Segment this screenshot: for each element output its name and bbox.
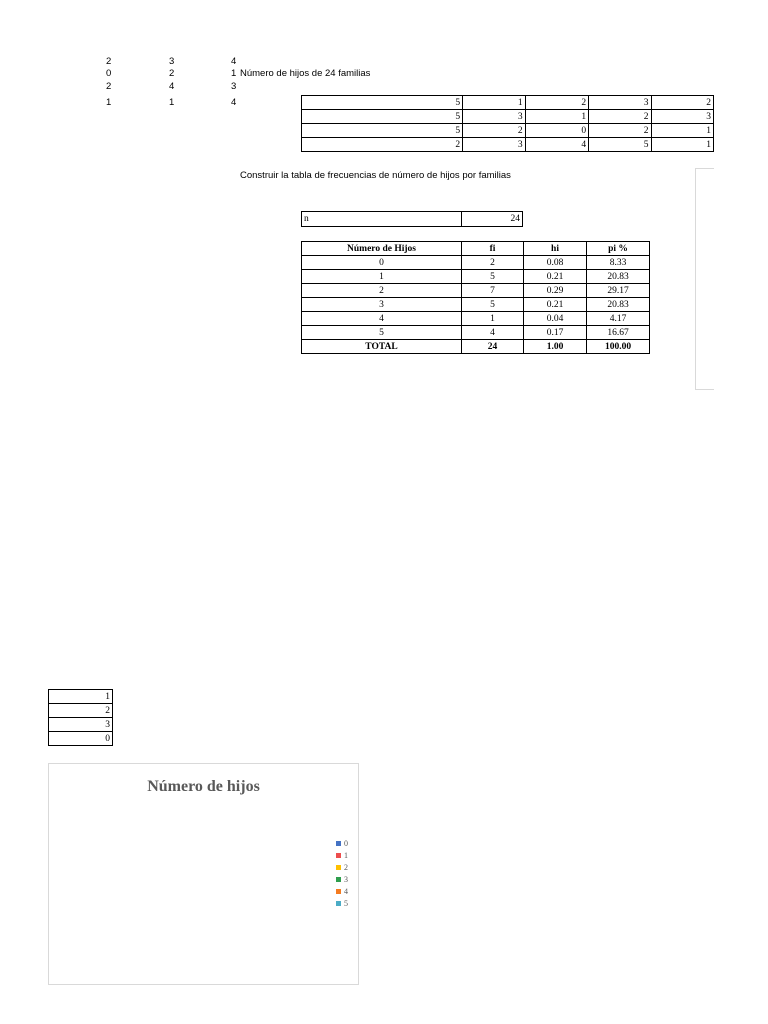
instruction-text: Construir la tabla de frecuencias de número de hijos por familias — [240, 170, 511, 181]
table-cell: 1 — [302, 270, 462, 284]
legend-label: 4 — [344, 886, 348, 896]
loose-cell: 3 — [231, 81, 237, 92]
legend-swatch — [336, 877, 341, 882]
table-row — [302, 326, 650, 340]
pie-chart[interactable] — [48, 763, 359, 985]
loose-cell: 2 — [106, 56, 112, 67]
table-row — [302, 298, 650, 312]
grid-cell: 1 — [651, 138, 713, 152]
grid-cell: 1 — [525, 110, 588, 124]
legend-item — [336, 885, 348, 897]
table-cell: 20.83 — [587, 298, 650, 312]
table-cell: 2 — [49, 704, 113, 718]
total-label: TOTAL — [302, 340, 462, 354]
table-cell: 0.29 — [524, 284, 587, 298]
grid-cell: 2 — [525, 96, 588, 110]
grid-cell: 5 — [589, 138, 651, 152]
grid-cell: 2 — [589, 124, 651, 138]
table-row — [49, 704, 113, 718]
table-row — [302, 270, 650, 284]
table-row — [302, 138, 714, 152]
loose-cell: 1 — [106, 97, 112, 108]
table-cell: 2 — [462, 256, 524, 270]
legend-label: 1 — [344, 850, 348, 860]
legend-item — [336, 873, 348, 885]
grid-cell: 1 — [463, 96, 525, 110]
grid-cell: 1 — [651, 124, 713, 138]
small-table — [48, 689, 113, 746]
legend-label: 2 — [344, 862, 348, 872]
table-row — [49, 690, 113, 704]
table-row — [302, 312, 650, 326]
table-row — [302, 110, 714, 124]
table-cell: 0.08 — [524, 256, 587, 270]
table-cell: 4 — [302, 312, 462, 326]
legend-swatch — [336, 889, 341, 894]
data-title: Número de hijos de 24 familias — [240, 68, 371, 79]
legend-swatch — [336, 865, 341, 870]
legend-swatch — [336, 901, 341, 906]
table-cell: 0.21 — [524, 270, 587, 284]
grid-cell: 3 — [463, 110, 525, 124]
table-cell: 0 — [49, 732, 113, 746]
table-cell: 5 — [462, 270, 524, 284]
table-cell: 0.17 — [524, 326, 587, 340]
table-cell: 0.04 — [524, 312, 587, 326]
table-row — [302, 124, 714, 138]
frequency-table — [301, 241, 650, 354]
data-grid — [301, 95, 714, 152]
grid-cell: 0 — [525, 124, 588, 138]
table-cell: 5 — [462, 298, 524, 312]
loose-row — [0, 81, 300, 93]
legend-item — [336, 897, 348, 909]
header-num-hijos: Número de Hijos — [302, 242, 462, 256]
table-cell: 2 — [302, 284, 462, 298]
table-header-row — [302, 242, 650, 256]
loose-cell: 2 — [169, 68, 175, 79]
total-cell: 24 — [462, 340, 524, 354]
table-cell: 5 — [302, 326, 462, 340]
table-cell: 29.17 — [587, 284, 650, 298]
grid-cell: 2 — [589, 110, 651, 124]
grid-cell: 5 — [302, 96, 463, 110]
table-cell: 4.17 — [587, 312, 650, 326]
n-table — [301, 211, 523, 227]
legend-label: 5 — [344, 898, 348, 908]
table-cell: 8.33 — [587, 256, 650, 270]
table-cell: 3 — [49, 718, 113, 732]
legend-item — [336, 861, 348, 873]
table-cell: 0 — [302, 256, 462, 270]
table-row — [49, 718, 113, 732]
chart-title: Número de hijos — [147, 778, 260, 795]
header-pi: pi % — [587, 242, 650, 256]
total-cell: 100.00 — [587, 340, 650, 354]
grid-cell: 4 — [525, 138, 588, 152]
n-value: 24 — [462, 212, 523, 227]
grid-cell: 5 — [302, 124, 463, 138]
legend-swatch — [336, 853, 341, 858]
loose-row — [0, 97, 300, 109]
chart-frame-edge — [695, 168, 714, 390]
loose-cell: 1 — [169, 97, 175, 108]
loose-cell: 2 — [106, 81, 112, 92]
table-row — [302, 284, 650, 298]
grid-cell: 3 — [589, 96, 651, 110]
legend-item — [336, 849, 348, 861]
loose-cell: 4 — [231, 56, 237, 67]
legend-swatch — [336, 841, 341, 846]
table-cell: 1 — [462, 312, 524, 326]
loose-cell: 0 — [106, 68, 112, 79]
table-cell: 3 — [302, 298, 462, 312]
table-cell: 16.67 — [587, 326, 650, 340]
legend-item — [336, 837, 348, 849]
loose-cell: 3 — [169, 56, 175, 67]
grid-cell: 2 — [651, 96, 713, 110]
legend-label: 3 — [344, 874, 348, 884]
table-cell: 7 — [462, 284, 524, 298]
loose-cell: 4 — [231, 97, 237, 108]
table-cell: 1 — [49, 690, 113, 704]
total-cell: 1.00 — [524, 340, 587, 354]
table-cell: 20.83 — [587, 270, 650, 284]
table-row — [302, 256, 650, 270]
table-row — [302, 96, 714, 110]
chart-legend — [336, 837, 348, 909]
table-cell: 4 — [462, 326, 524, 340]
legend-label: 0 — [344, 838, 348, 848]
n-label: n — [302, 212, 462, 227]
table-cell: 0.21 — [524, 298, 587, 312]
table-row — [49, 732, 113, 746]
header-hi: hi — [524, 242, 587, 256]
grid-cell: 2 — [463, 124, 525, 138]
grid-cell: 3 — [651, 110, 713, 124]
loose-row — [0, 56, 300, 68]
table-total-row — [302, 340, 650, 354]
table-row — [302, 212, 523, 227]
header-fi: fi — [462, 242, 524, 256]
grid-cell: 5 — [302, 110, 463, 124]
loose-cell: 4 — [169, 81, 175, 92]
loose-cell: 1 — [231, 68, 237, 79]
grid-cell: 2 — [302, 138, 463, 152]
grid-cell: 3 — [463, 138, 525, 152]
